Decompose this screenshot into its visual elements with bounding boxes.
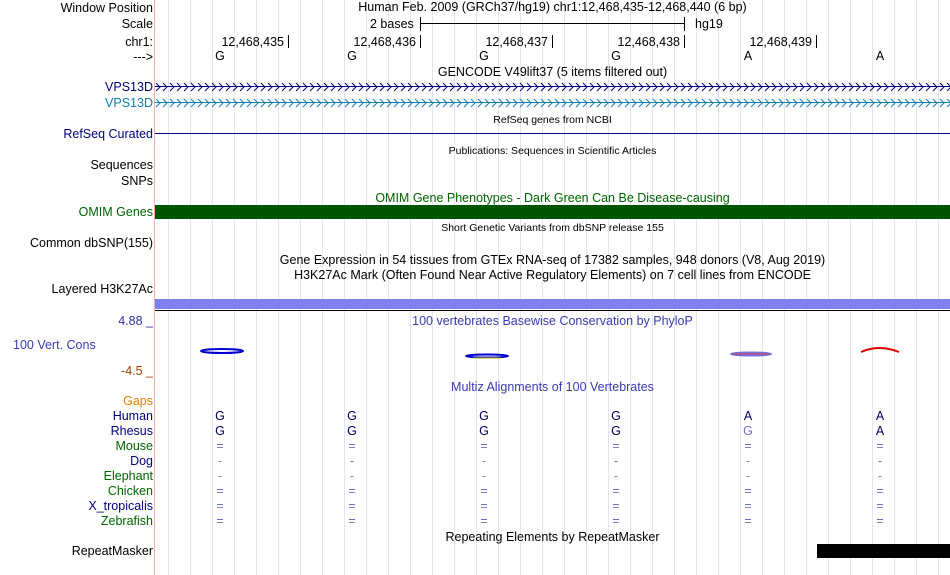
alignment-base: =	[612, 499, 620, 513]
alignment-base: -	[613, 469, 619, 483]
omim-title: OMIM Gene Phenotypes - Dark Green Can Be Disease-causing	[375, 191, 730, 205]
reference-base: G	[479, 49, 489, 63]
gaps-label[interactable]: Gaps	[123, 394, 153, 408]
chrom-label: chr1:	[125, 35, 153, 49]
transcript-arrows-1	[155, 81, 950, 93]
scale-label: Scale	[121, 17, 153, 31]
alignment-base: =	[216, 514, 224, 528]
species-label-human[interactable]: Human	[112, 409, 153, 423]
alignment-base: =	[216, 499, 224, 513]
alignment-base: =	[744, 484, 752, 498]
species-label-elephant[interactable]: Elephant	[103, 469, 153, 483]
ruler-tick-label: 12,468,435	[221, 35, 284, 49]
phylop-max-label: 4.88 _	[118, 314, 153, 328]
scale-value: 2 bases	[370, 17, 414, 31]
alignment-base: =	[480, 499, 488, 513]
reference-base: A	[875, 49, 885, 63]
repeatmasker-label[interactable]: RepeatMasker	[71, 544, 153, 558]
alignment-base: =	[876, 484, 884, 498]
alignment-base: G	[611, 409, 621, 423]
reference-base: G	[611, 49, 621, 63]
alignment-base: =	[348, 439, 356, 453]
alignment-base: =	[744, 499, 752, 513]
publications-title: Publications: Sequences in Scientific Articles	[448, 145, 657, 157]
reference-base: A	[743, 49, 753, 63]
h3k27ac-title: H3K27Ac Mark (Often Found Near Active Regulatory Elements) on 7 cell lines from ENCODE	[294, 268, 811, 282]
ruler-tick-label: 12,468,439	[749, 35, 812, 49]
alignment-base: G	[743, 424, 753, 438]
h3k27ac-bar[interactable]	[155, 299, 950, 309]
phylop-plot	[155, 340, 950, 365]
short-variants-title: Short Genetic Variants from dbSNP release 155	[441, 222, 664, 234]
alignment-base: -	[745, 454, 751, 468]
gencode-transcript-1[interactable]	[155, 81, 950, 93]
cons-label[interactable]: 100 Vert. Cons	[13, 338, 96, 352]
repeatmasker-title: Repeating Elements by RepeatMasker	[445, 530, 660, 544]
phylop-title: 100 vertebrates Basewise Conservation by PhyloP	[412, 314, 693, 328]
alignment-base: =	[348, 499, 356, 513]
scale-bar	[420, 17, 685, 31]
omim-bar[interactable]	[155, 205, 950, 219]
omim-label[interactable]: OMIM Genes	[78, 205, 153, 219]
snps-label[interactable]: SNPs	[121, 174, 153, 188]
alignment-base: =	[876, 499, 884, 513]
scale-assembly: hg19	[695, 17, 723, 31]
alignment-base: -	[877, 454, 883, 468]
refseq-title: RefSeq genes from NCBI	[493, 114, 612, 126]
gtex-title: Gene Expression in 54 tissues from GTEx RNA-seq of 17382 samples, 948 donors (V8, Aug 2019)	[279, 253, 826, 267]
alignment-base: A	[743, 409, 753, 423]
ruler-tick-mark	[288, 35, 289, 48]
phylop-glyphs	[155, 340, 950, 365]
common-dbsnp-label[interactable]: Common dbSNP(155)	[30, 236, 153, 250]
alignment-base: =	[216, 484, 224, 498]
strand-label: --->	[133, 50, 153, 64]
ruler-tick-label: 12,468,438	[617, 35, 680, 49]
ruler-tick-mark	[552, 35, 553, 48]
window-position-label: Window Position	[60, 1, 153, 15]
ruler-tick-mark	[684, 35, 685, 48]
ruler-tick-mark	[420, 35, 421, 48]
ruler-tick-label: 12,468,437	[485, 35, 548, 49]
alignment-base: -	[217, 469, 223, 483]
alignment-base: -	[349, 454, 355, 468]
h3k27ac-label[interactable]: Layered H3K27Ac	[51, 282, 153, 296]
alignment-base: -	[217, 454, 223, 468]
species-label-x_tropicalis[interactable]: X_tropicalis	[88, 499, 153, 513]
alignment-base: =	[348, 514, 356, 528]
reference-base: G	[347, 49, 357, 63]
alignment-base: G	[215, 424, 225, 438]
species-label-chicken[interactable]: Chicken	[107, 484, 153, 498]
alignment-base: =	[612, 439, 620, 453]
species-label-zebrafish[interactable]: Zebrafish	[100, 514, 153, 528]
gencode-title: GENCODE V49lift37 (5 items filtered out)	[437, 65, 668, 79]
gencode-gene-label-1[interactable]: VPS13D	[105, 80, 153, 94]
alignment-base: G	[611, 424, 621, 438]
alignment-base: A	[875, 409, 885, 423]
transcript-arrows-2	[155, 97, 950, 109]
alignment-base: =	[876, 439, 884, 453]
alignment-base: -	[877, 469, 883, 483]
alignment-base: A	[875, 424, 885, 438]
alignment-base: G	[215, 409, 225, 423]
alignment-base: =	[348, 484, 356, 498]
alignment-base: -	[349, 469, 355, 483]
alignment-base: -	[481, 469, 487, 483]
alignment-base: G	[479, 424, 489, 438]
alignment-base: =	[744, 514, 752, 528]
alignment-base: =	[612, 514, 620, 528]
repeatmasker-element[interactable]	[817, 544, 950, 558]
species-label-mouse[interactable]: Mouse	[115, 439, 153, 453]
gencode-transcript-2[interactable]	[155, 97, 950, 109]
refseq-label[interactable]: RefSeq Curated	[63, 127, 153, 141]
ruler-tick-label: 12,468,436	[353, 35, 416, 49]
h3k27ac-baseline	[155, 310, 950, 311]
alignment-base: G	[347, 424, 357, 438]
phylop-min-label: -4.5 _	[121, 364, 153, 378]
multiz-title: Multiz Alignments of 100 Vertebrates	[451, 380, 654, 394]
alignment-base: =	[612, 484, 620, 498]
alignment-base: -	[613, 454, 619, 468]
alignment-base: =	[480, 439, 488, 453]
sequences-label[interactable]: Sequences	[90, 158, 153, 172]
alignment-base: =	[876, 514, 884, 528]
reference-base: G	[215, 49, 225, 63]
gencode-gene-label-2[interactable]: VPS13D	[105, 96, 153, 110]
ruler-tick-mark	[816, 35, 817, 48]
species-label-dog[interactable]: Dog	[130, 454, 153, 468]
alignment-base: -	[745, 469, 751, 483]
alignment-base: -	[481, 454, 487, 468]
window-position-text: Human Feb. 2009 (GRCh37/hg19) chr1:12,468,435-12,468,440 (6 bp)	[358, 0, 747, 14]
refseq-gene-line[interactable]	[155, 133, 950, 134]
alignment-base: =	[744, 439, 752, 453]
alignment-base: =	[480, 484, 488, 498]
alignment-base: =	[216, 439, 224, 453]
alignment-base: G	[347, 409, 357, 423]
alignment-base: =	[480, 514, 488, 528]
alignment-base: G	[479, 409, 489, 423]
species-label-rhesus[interactable]: Rhesus	[110, 424, 153, 438]
